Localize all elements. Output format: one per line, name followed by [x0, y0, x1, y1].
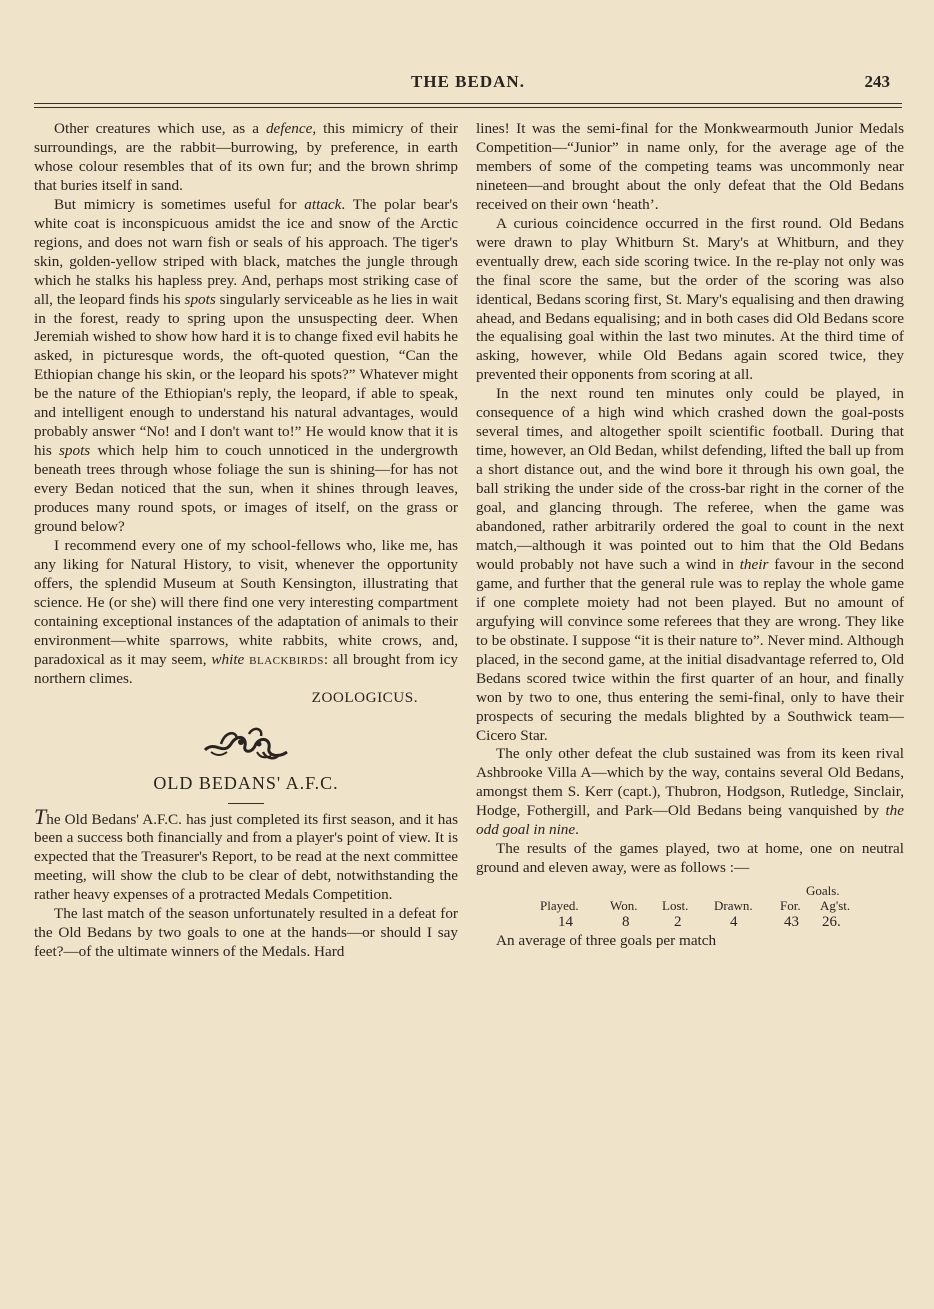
- text-run: he Old Bedans' A.F.C. has just completed its first season, and it has been a success both financially and from a player's point of view. It is expected that the Treasurer's Report, to be read at the next committee meeting, will show the club to be clear of debt, notwithstanding the rather heavy expenses of a protracted Medals Competition.: [34, 810, 458, 904]
- emphasis-their: their: [739, 555, 769, 573]
- right-column: [476, 120, 904, 951]
- text-run: .: [575, 821, 579, 839]
- text-run: : all brought from icy northern climes.: [34, 650, 458, 687]
- running-title: THE BEDAN.: [411, 72, 525, 91]
- paragraph-coincidence: A curious coincidence occurred in the first round. Old Bedans were drawn to play Whitburn St. Mary's at Whitburn, and they eventually drew, each side scoring twice. In the re-play not only was the final score the same, but the order of the scoring was also identical, Bedans scoring first, St. Mary's equalising and then drawing ahead, and Bedans equalising; and in both cases did Old Bedans score the equalising goal within the last two minutes. At the third time of asking, however, while Old Bedans again scored twice, they prevented their opponents from scoring at all.: [476, 214, 904, 384]
- text-run: But mimicry is sometimes useful for: [54, 195, 305, 213]
- value-goals-for: 43: [784, 914, 799, 931]
- header-lost: Lost.: [662, 898, 689, 914]
- emphasis-white: white: [211, 650, 245, 668]
- goals-header: Goals.: [806, 883, 840, 899]
- text-run: , this mimicry of their surroundings, are the rabbit—burrowing, by preference, in earth whose colour resembles that of its own fur; and the brown shrimp that buries itself in sand.: [34, 120, 458, 194]
- value-goals-against: 26.: [822, 914, 841, 931]
- paragraph-next-round: [476, 385, 904, 745]
- value-played: 14: [558, 914, 573, 931]
- paragraph-club-season: [34, 803, 458, 906]
- emphasis-spots: spots: [58, 442, 91, 460]
- header-played: Played.: [540, 898, 579, 914]
- paragraph-average: An average of three goals per match: [496, 932, 717, 950]
- ornament-icon: [201, 722, 291, 764]
- paragraph-last-match: The last match of the season unfortunately resulted in a defeat for the Old Bedans by two goals to one at the hands—or should I say feet?—of the ultimate winners of the Medals. Hard: [34, 905, 458, 961]
- paragraph-results-intro: The results of the games played, two at home, one on neutral ground and eleven away, were as follows :—: [476, 840, 904, 877]
- header-goals-against: Ag'st.: [820, 898, 851, 914]
- paragraph-mimicry-attack: [34, 196, 458, 537]
- text-run: The only other defeat the club sustained was from its keen rival Ashbrooke Villa A—which by the way, contains several Old Bedans, amongst them S. Kerr (capt.), Thubron, Hodgson, Rutledge, Sinclair, Hodge, Fothergill, and Park—Old Bedans being vanquished by: [476, 745, 904, 820]
- header-drawn: Drawn.: [714, 898, 753, 914]
- paragraph-other-defeat: [476, 745, 904, 840]
- text-run: . The polar bear's white coat is inconspicuous amidst the ice and snow of the Arctic regions, and does not warn fish or seals of his approach. The tiger's skin, golden-yellow striped with black, matches the jungle through which he stalks his hapless prey. And, perhaps most striking case of all, the leopard finds his: [34, 195, 458, 308]
- emphasis-spots: spots: [184, 290, 216, 308]
- text-run: In the next round ten minutes only could be played, in consequence of a high wind which crashed down the goal-posts several times, and altogether spoilt scientific football. During that time, however, an Old Bedan, whilst defending, lifted the ball up from a short distance out, and the wind bore it through his own goal, the ball striking the under side of the cross-bar right in the corner of the goal, and glancing through. The referee, when the game was abandoned, rather arbitrarily ordered the goal to count in the next match,—although it was pointed out to him that the Old Bedans would probably not have such a wind in: [476, 385, 904, 573]
- emphasis-odd-goal: the odd goal in nine: [476, 802, 904, 839]
- value-lost: 2: [674, 914, 682, 931]
- section-title: OLD BEDANS' A.F.C.: [153, 772, 339, 793]
- results-table: [476, 882, 904, 931]
- paragraph-museum: [34, 537, 458, 689]
- title-rule: [228, 803, 264, 804]
- left-column: [34, 120, 458, 962]
- page-header: [34, 66, 902, 96]
- author-signature: ZOOLOGICUS.: [311, 688, 418, 706]
- text-run: Other creatures which use, as a: [54, 120, 266, 137]
- paragraph-semi-final: lines! It was the semi-final for the Monkwearmouth Junior Medals Competition—“Junior” in name only, for the average age of the members of some of the competing teams was uncommonly near nineteen—and brought about the only defeat that the Old Bedans received on their own ‘heath’.: [476, 120, 904, 213]
- header-won: Won.: [610, 898, 638, 914]
- drop-cap: T: [34, 803, 47, 829]
- emphasis-attack: attack: [304, 195, 342, 213]
- header-rule: [34, 103, 902, 108]
- emphasis-defence: defence: [265, 120, 313, 137]
- paragraph-mimicry-defence: [34, 120, 458, 196]
- page-number: 243: [864, 72, 890, 91]
- text-run: which help him to couch unnoticed in the undergrowth beneath trees through whose foliage the sun is shining—for has not every Bedan noticed that the sun, when it shines through leaves, produces many round spots, or images of itself, on the grass or ground below?: [34, 442, 458, 536]
- text-run: singularly serviceable as he lies in wait in the forest, ready to spring upon the unsuspecting deer. When Jeremiah wished to show how hard it is to change fixed evil habits he asked, in picturesque words, the oft-quoted question, “Can the Ethiopian change his skin, or the leopard his spots?” Whatever might be the nature of the Ethiopian's reply, the leopard, if able to speak, and intelligent enough to understand his natural advantages, would probably answer “No! and I don't want to!” He would know that it is his: [34, 290, 458, 460]
- small-caps-blackbirds: blackbirds: [249, 650, 324, 668]
- header-goals-for: For.: [780, 898, 801, 914]
- text-run: I recommend every one of my school-fellows who, like me, has any liking for Natural History, to visit, whenever the opportunity offers, the splendid Museum at South Kensington, illustrating that science. He (or she) will there find one very interesting compartment containing exceptional instances of the adaptation of animals to their environment—white sparrows, white rabbits, white crows, and, paradoxical as it may seem,: [34, 536, 458, 668]
- value-drawn: 4: [730, 914, 738, 931]
- text-run: favour in the second game, and further that the general rule was to replay the whole game if one complete moiety had not been played. But no amount of argufying will convince some referees that they are wrong. They like to be obstinate. I suppose “it is their nature to”. Never mind. Although placed, in the second game, at the initial disadvantage referred to, Old Bedans scored twice within the first quarter of an hour, and finally won by two to one, thus entering the semi-final, only to have their prospects of securing the medals blighted by a Southwick team—Cicero Star.: [476, 555, 904, 744]
- value-won: 8: [622, 914, 630, 931]
